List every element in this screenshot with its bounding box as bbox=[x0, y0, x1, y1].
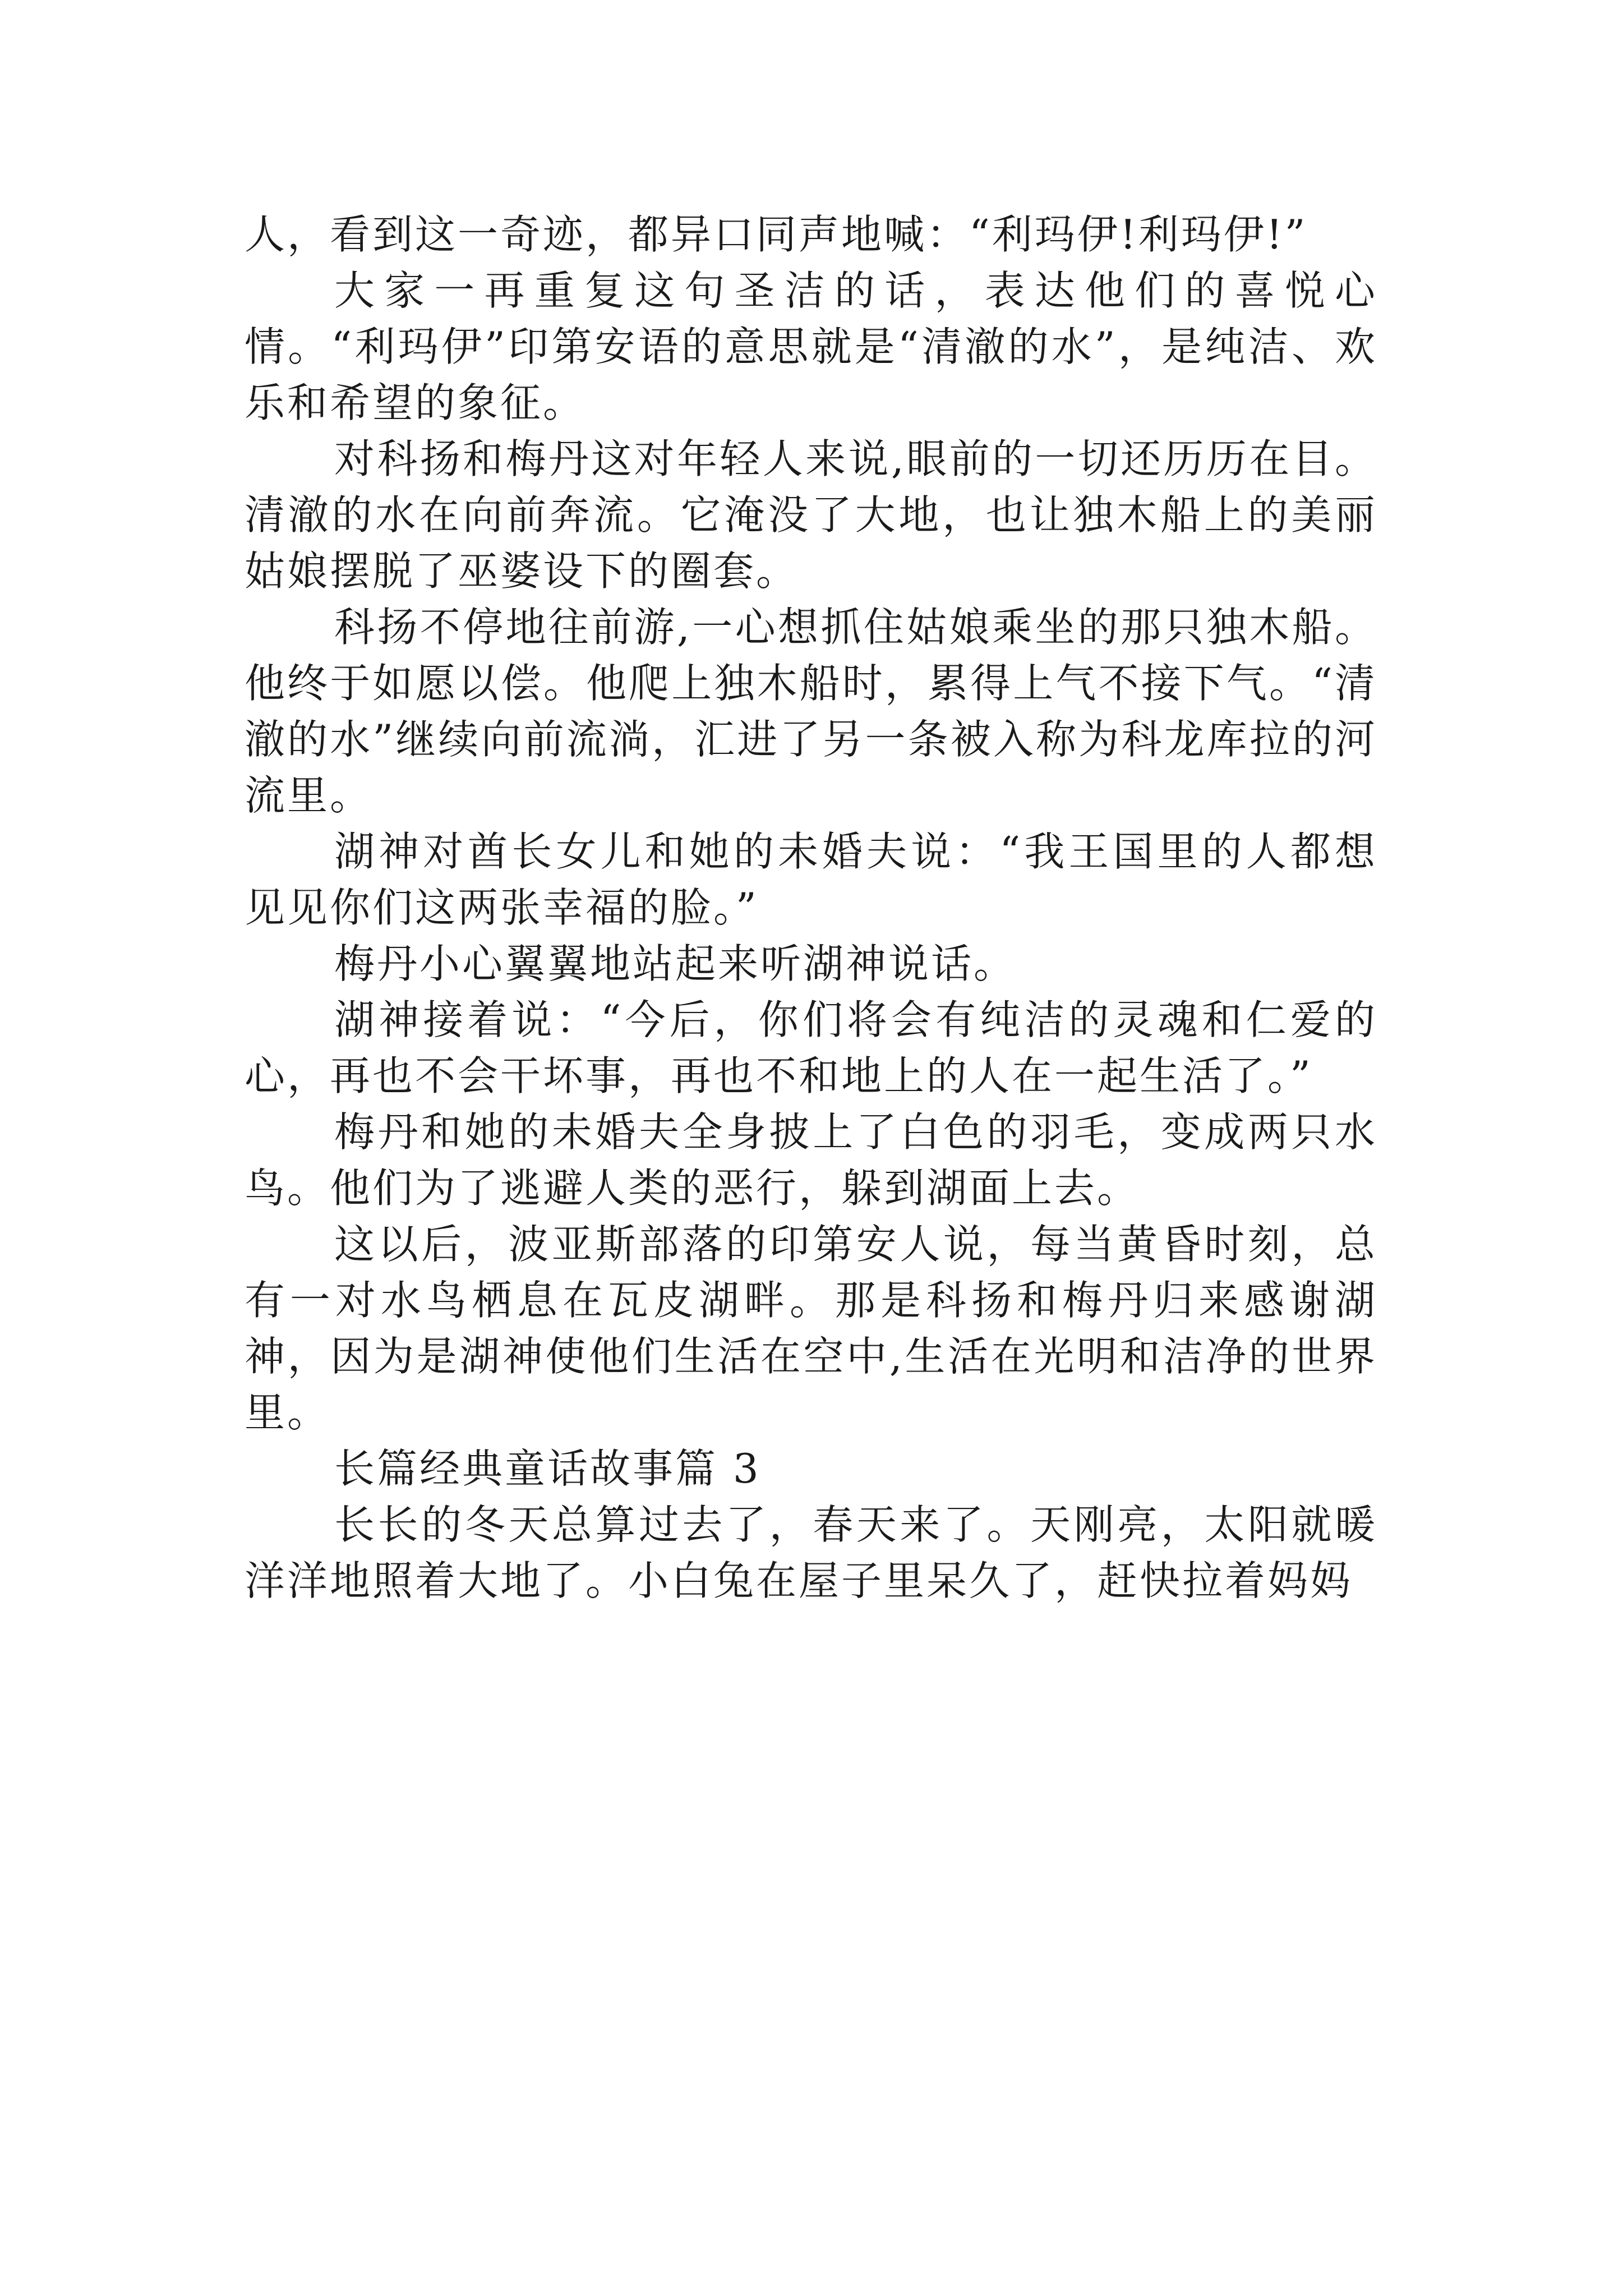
paragraph-6: 梅丹小心翼翼地站起来听湖神说话。 bbox=[334, 940, 1017, 987]
paragraph-9: 这以后，波亚斯部落的印第安人说，每当黄昏时刻，总有一对水鸟栖息在瓦皮湖畔。那是科扬和梅丹归来感谢湖神，因为是湖神使他们生活在空中,生活在光明和洁净的世界里。 bbox=[245, 1221, 1377, 1436]
section-heading: 长篇经典童话故事篇 3 bbox=[334, 1445, 761, 1492]
paragraph-1: 人，看到这一奇迹，都异口同声地喊：“利玛伊!利玛伊!” bbox=[245, 211, 1308, 258]
paragraph-4: 科扬不停地往前游,一心想抓住姑娘乘坐的那只独木船。他终于如愿以偿。他爬上独木船时，累得上气不接下气。“清澈的水”继续向前流淌，汇进了另一条被入称为科龙库拉的河流里。 bbox=[245, 604, 1377, 819]
paragraph-2: 大家一再重复这句圣洁的话，表达他们的喜悦心情。“利玛伊”印第安语的意思就是“清澈的水”，是纯洁、欢乐和希望的象征。 bbox=[245, 267, 1377, 426]
paragraph-7: 湖神接着说：“今后，你们将会有纯洁的灵魂和仁爱的心，再也不会干坏事，再也不和地上的人在一起生活了。” bbox=[245, 996, 1377, 1099]
paragraph-5: 湖神对酋长女儿和她的未婚夫说：“我王国里的人都想见见你们这两张幸福的脸。” bbox=[245, 828, 1377, 931]
paragraph-3: 对科扬和梅丹这对年轻人来说,眼前的一切还历历在目。清澈的水在向前奔流。它淹没了大地，也让独木船上的美丽姑娘摆脱了巫婆设下的圈套。 bbox=[245, 435, 1377, 595]
paragraph-10: 长长的冬天总算过去了，春天来了。天刚亮，太阳就暖洋洋地照着大地了。小白兔在屋子里呆久了，赶快拉着妈妈 bbox=[245, 1501, 1377, 1604]
paragraph-8: 梅丹和她的未婚夫全身披上了白色的羽毛，变成两只水鸟。他们为了逃避人类的恶行，躲到湖面上去。 bbox=[245, 1108, 1377, 1212]
document-body bbox=[245, 206, 1377, 1609]
